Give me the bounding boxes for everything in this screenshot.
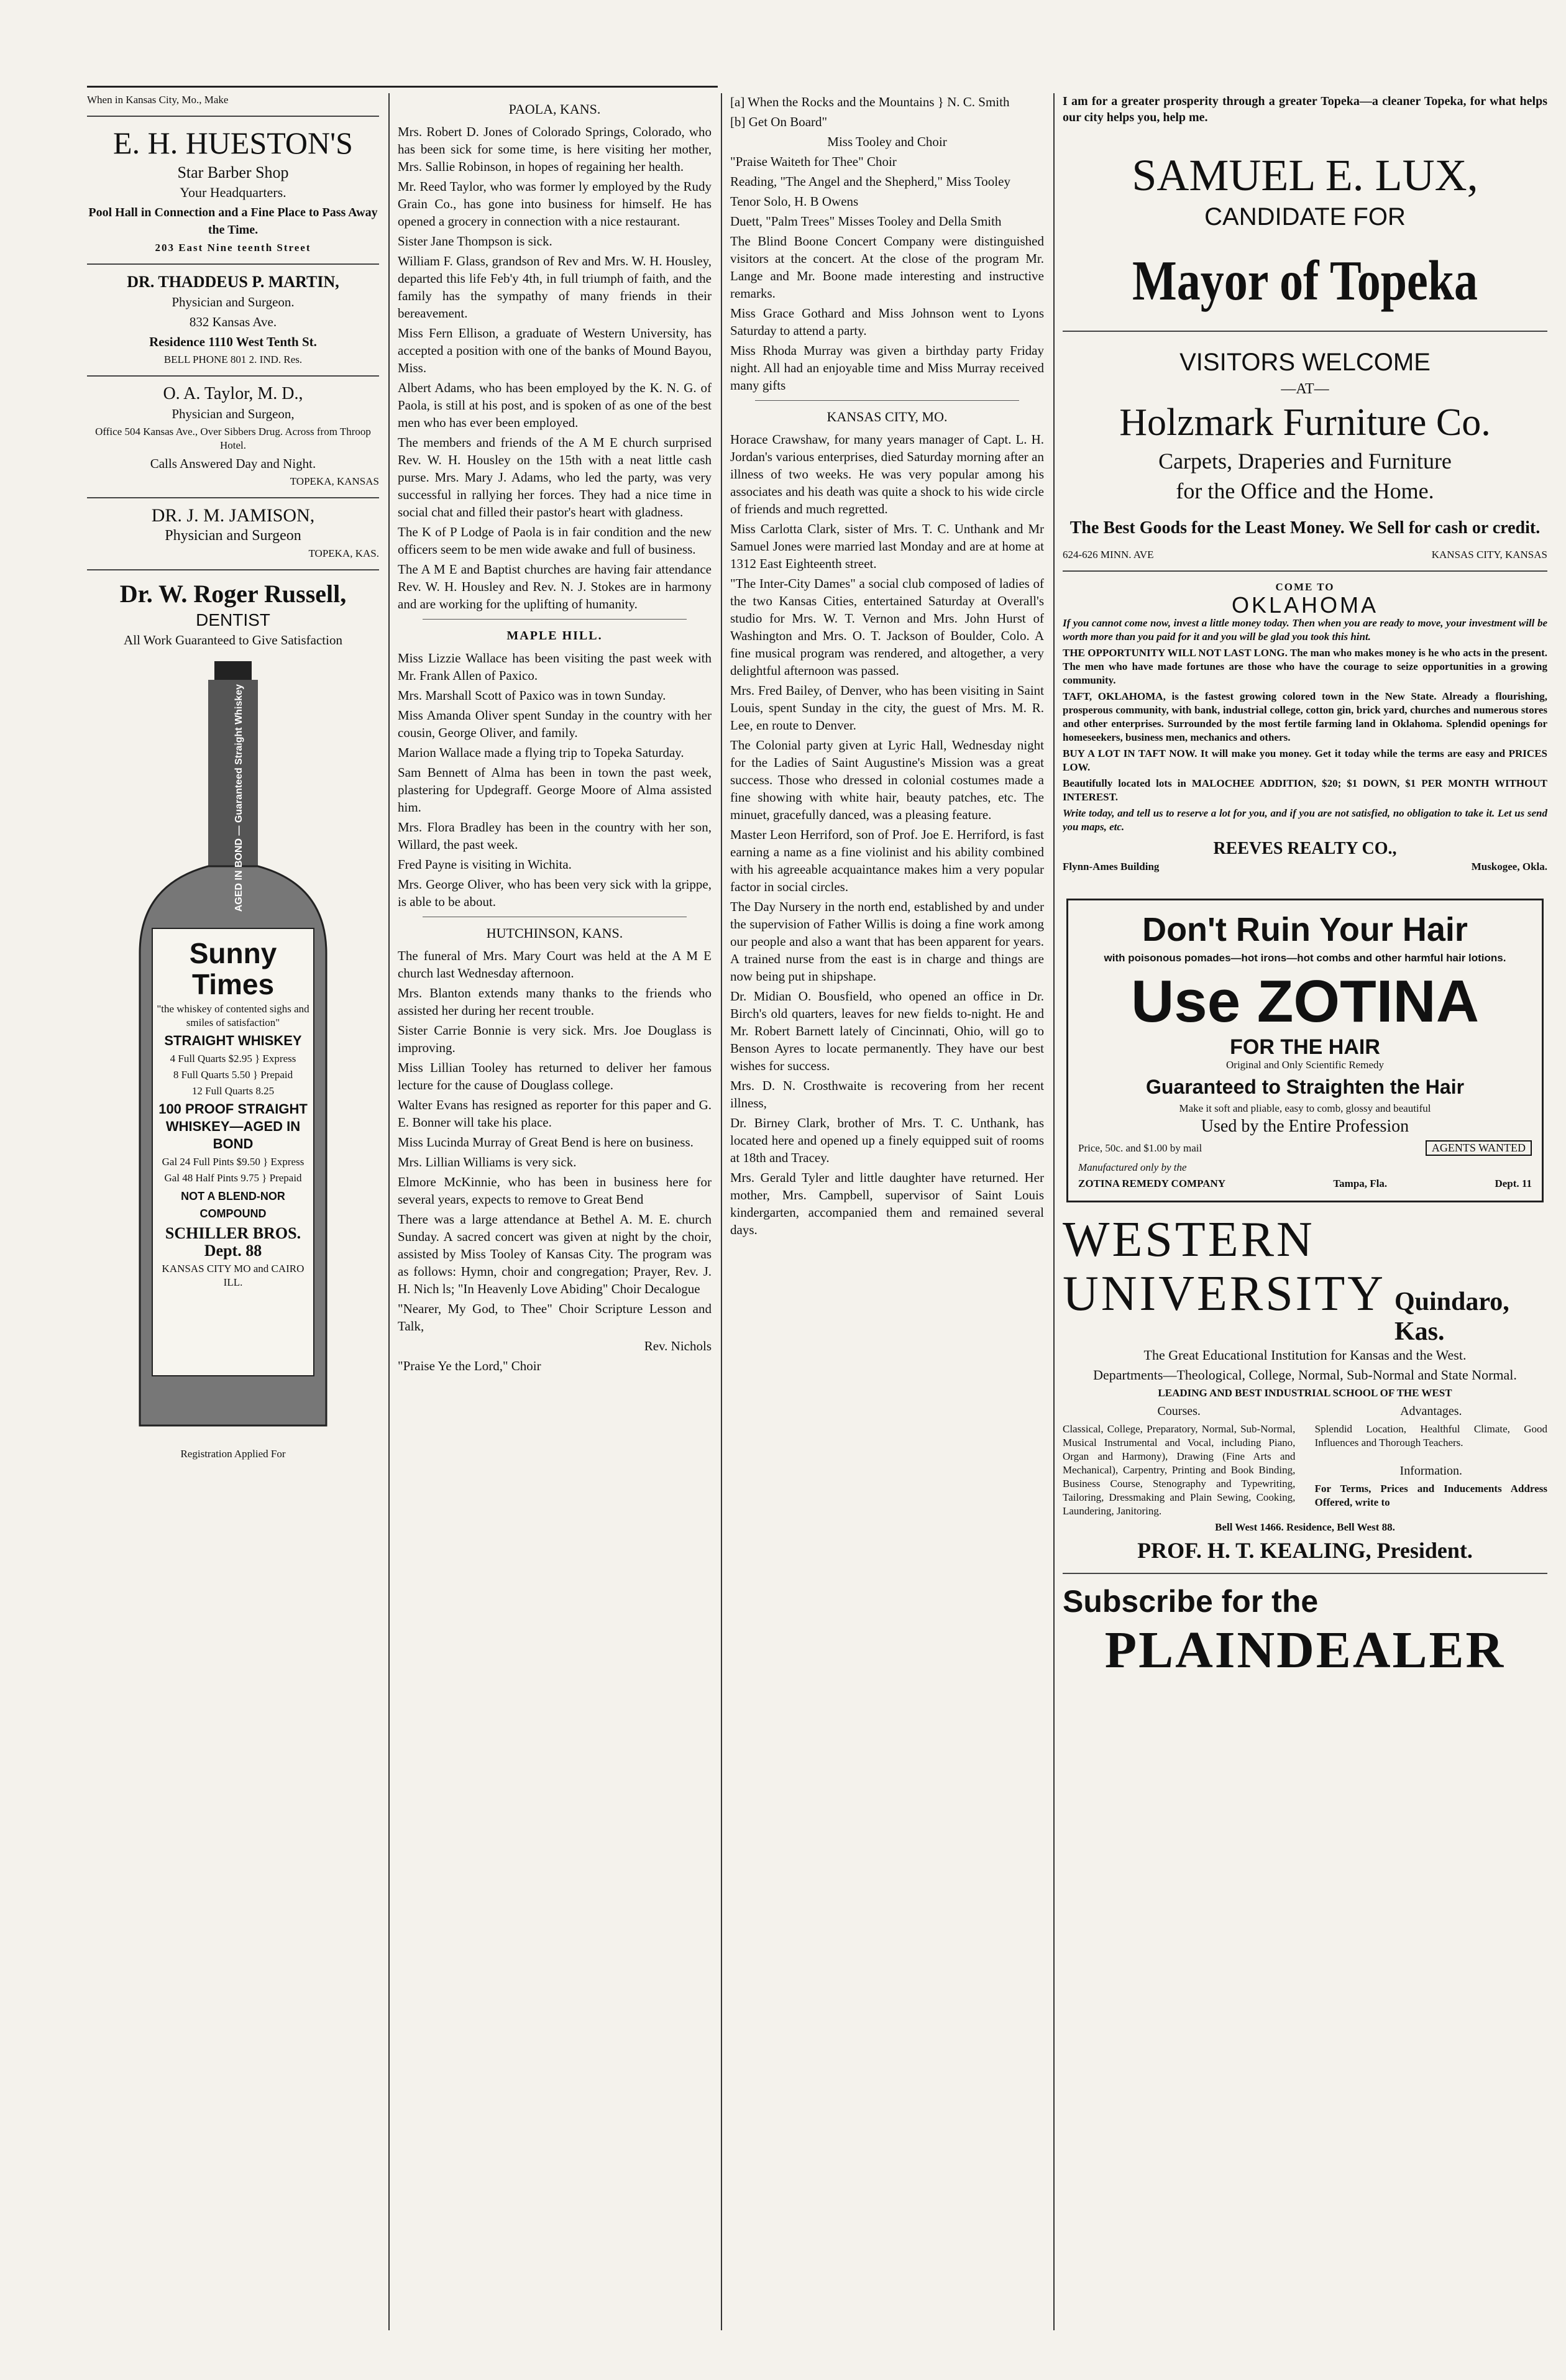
taylor-name: O. A. Taylor, M. D., (163, 384, 303, 403)
western-name-1: WESTERN (1063, 1212, 1315, 1267)
zotina-soft: Make it soft and pliable, easy to comb, glossy and beautiful (1179, 1102, 1431, 1114)
program-line: [b] Get On Board" (730, 114, 828, 129)
western-institution: The Great Educational Institution for Kansas and the West. (1143, 1347, 1467, 1363)
western-courses-heading: Courses. (1157, 1404, 1201, 1418)
zotina-city: Tampa, Fla. (1333, 1178, 1388, 1189)
sunny-line3: 12 Full Quarts 8.25 (191, 1085, 275, 1097)
news-item: Mrs. Marshall Scott of Paxico was in town Sunday. (398, 688, 666, 703)
news-item: The Blind Boone Concert Company were distinguished visitors at the concert. At the close of the program Mr. Lange and Mr. Boone made interesting and instructive remarks. (730, 234, 1044, 301)
sunny-line2: 8 Full Quarts 5.50 } Prepaid (173, 1069, 293, 1081)
column-3 (730, 93, 1044, 2330)
zotina-headline: Don't Ruin Your Hair (1142, 911, 1468, 948)
kansas-city-heading: KANSAS CITY, MO. (826, 409, 948, 424)
hueston-address: 203 East Nine teenth Street (155, 242, 311, 254)
program-line: Tenor Solo, H. B Owens (730, 194, 859, 209)
news-item: Mr. Reed Taylor, who was former ly employed by the Rudy Grain Co., has gone into business for himself. He has opened a grocery in connection with a nice restaurant. (398, 179, 712, 229)
hutchinson-heading: HUTCHINSON, KANS. (486, 925, 623, 941)
newspaper-page (87, 93, 1547, 2349)
news-item: Miss Lillian Tooley has returned to deliver her famous lecture for the cause of Douglass college. (398, 1060, 712, 1092)
hueston-hq: Your Headquarters. (180, 185, 286, 200)
zotina-company: ZOTINA REMEDY COMPANY (1078, 1178, 1226, 1189)
news-item: "Praise Ye the Lord," Choir (398, 1358, 541, 1373)
program-line: Duett, "Palm Trees" Misses Tooley and Della Smith (730, 214, 1002, 229)
western-place: Quindaro, Kas. (1394, 1288, 1509, 1346)
column-rule (721, 93, 722, 2330)
plaindealer-title: PLAINDEALER (1104, 1621, 1506, 1679)
news-item: Mrs. Lillian Williams is very sick. (398, 1155, 577, 1169)
news-item: The K of P Lodge of Paola is in fair condition and the new officers seem to be men wide awake and full of business. (398, 524, 712, 557)
russell-title: DENTIST (196, 610, 270, 629)
hueston-name: E. H. HUESTON'S (113, 126, 353, 160)
holzmark-welcome: VISITORS WELCOME (1179, 349, 1431, 376)
sunny-line1: 4 Full Quarts $2.95 } Express (170, 1053, 296, 1064)
sunny-company: SCHILLER BROS. Dept. 88 (165, 1224, 301, 1260)
western-phone: Bell West 1466. Residence, Bell West 88. (1215, 1521, 1395, 1533)
holzmark-address: 624-626 MINN. AVE (1063, 549, 1154, 561)
reeves-building: Flynn-Ames Building (1063, 861, 1160, 872)
holzmark-at: —AT— (1281, 381, 1329, 397)
news-item: Marion Wallace made a flying trip to Topeka Saturday. (398, 745, 684, 760)
news-item: There was a large attendance at Bethel A. M. E. church Sunday. A sacred concert was given at night by the choir, assisted by Miss Tooley of Kansas City. The program was as follows: Hymn, choir and congregation; Prayer, Rev. J. H. Nich ls; "In Heavenly Love Abiding" Choir Decalogue (398, 1212, 712, 1296)
news-item: Dr. Birney Clark, brother of Mrs. T. C. Unthank, has located here and opened up a finely equipped suit of rooms at 18th and Tracey. (730, 1115, 1044, 1165)
program-line: Miss Tooley and Choir (827, 134, 947, 149)
program-line: [a] When the Rocks and the Mountains } N. C. Smith (730, 94, 1010, 109)
taylor-city: TOPEKA, KANSAS (290, 475, 379, 487)
news-item: "The Inter-City Dames" a social club composed of ladies of the two Kansas Cities, entertained Saturday at Overall's studio for Mrs. W. T. Vernon and Mrs. John Hurst of Washington and Mrs. O. T. Jackson of Boulder, Colo. A fine musical program was rendered, and altogether, a very delightful afternoon was passed. (730, 576, 1044, 678)
program-line: Reading, "The Angel and the Shepherd," Miss Tooley (730, 174, 1010, 189)
column-4 (1063, 93, 1547, 2330)
news-item: William F. Glass, grandson of Rev and Mrs. W. H. Housley, departed this life Feb'y 4th, in full triumph of faith, and the family has the sympathy of many friends in their bereavement. (398, 254, 712, 321)
western-courses: Classical, College, Preparatory, Normal, Sub-Normal, Musical Instrumental and Vocal, including Piano, Organ and Harmony), Drawing (Fine Arts and Mechanical), Carpentry, Printing and Book Binding, Business Course, Stenography and Typewriting, Tailoring, Dressmaking and Plain Sewing, Cooking, Laundering, Janitoring. (1063, 1423, 1296, 1517)
program-line: "Praise Waiteth for Thee" Choir (730, 154, 897, 169)
paola-heading: PAOLA, KANS. (508, 101, 601, 117)
zotina-price: Price, 50c. and $1.00 by mail (1078, 1142, 1202, 1154)
holzmark-line1: Carpets, Draperies and Furniture (1158, 449, 1452, 474)
western-info-heading: Information. (1399, 1464, 1463, 1478)
western-advantages-heading: Advantages. (1400, 1404, 1462, 1418)
western-info: For Terms, Prices and Inducements Address Offered, write to (1314, 1483, 1547, 1508)
column-2 (398, 93, 712, 2330)
news-item: Miss Carlotta Clark, sister of Mrs. T. C. Unthank and Mr Samuel Jones were married last Monday and are at home at 1312 East Eighteenth street. (730, 521, 1044, 571)
zotina-guarantee: Guaranteed to Straighten the Hair (1145, 1076, 1465, 1098)
news-item: Mrs. D. N. Crosthwaite is recovering from her recent illness, (730, 1078, 1044, 1110)
sunny-straight: STRAIGHT WHISKEY (164, 1033, 302, 1048)
news-item: The A M E and Baptist churches are having fair attendance Rev. W. H. Housley and Rev. N. J. Stokes are in harmony and are working for the uplifting of humanity. (398, 562, 712, 611)
sunny-city: KANSAS CITY MO and CAIRO ILL. (162, 1263, 304, 1288)
news-item: Miss Lucinda Murray of Great Bend is here on business. (398, 1135, 694, 1150)
news-item: Sister Jane Thompson is sick. (398, 234, 552, 249)
lux-office: Mayor of Topeka (1132, 249, 1478, 313)
news-item: Rev. Nichols (644, 1339, 712, 1353)
martin-residence: Residence 1110 West Tenth St. (149, 334, 317, 349)
sunny-tagline: "the whiskey of contented sighs and smiles of satisfaction" (157, 1003, 309, 1028)
martin-address: 832 Kansas Ave. (189, 314, 277, 329)
oklahoma-title: OKLAHOMA (1231, 592, 1379, 618)
oklahoma-come: COME TO (1275, 581, 1335, 593)
sunny-title: Sunny Times (189, 937, 277, 1000)
sunny-blend: NOT A BLEND-NOR COMPOUND (181, 1190, 285, 1220)
news-item: Mrs. Flora Bradley has been in the country with her son, Willard, the past week. (398, 820, 712, 852)
zotina-made: Manufactured only by the (1078, 1161, 1187, 1173)
lux-intro: I am for a greater prosperity through a greater Topeka—a cleaner Topeka, for what helps our city helps you, help me. (1063, 94, 1547, 124)
news-item: "Nearer, My God, to Thee" Choir Scripture Lesson and Talk, (398, 1301, 712, 1334)
western-leading: LEADING AND BEST INDUSTRIAL SCHOOL OF THE WEST (1158, 1387, 1452, 1399)
jamison-title: Physician and Surgeon (165, 528, 301, 544)
western-advantages: Splendid Location, Healthful Climate, Good Influences and Thorough Teachers. (1314, 1423, 1547, 1449)
reeves-name: REEVES REALTY CO., (1213, 839, 1397, 858)
news-item: Dr. Midian O. Bousfield, who opened an office in Dr. Birch's old quarters, leaves for new fields to-night. He and Mr. Robert Barnett lately of Cincinnati, Ohio, will go to Benson Ayres to locate permanently. They have our best wishes for success. (730, 989, 1044, 1073)
zotina-ad (1066, 899, 1544, 1202)
column-rule (388, 93, 390, 2330)
news-item: Mrs. Gerald Tyler and little daughter have returned. Her mother, Mrs. Campbell, supervisor of Saint Louis kindergarten, accompanied them and remained several days. (730, 1170, 1044, 1237)
zotina-agents: AGENTS WANTED (1426, 1140, 1532, 1156)
zotina-used: Used by the Entire Profession (1201, 1117, 1409, 1136)
news-item: Sister Carrie Bonnie is very sick. Mrs. Joe Douglass is improving. (398, 1023, 712, 1055)
lux-name: SAMUEL E. LUX, (1132, 150, 1478, 200)
news-item: Miss Amanda Oliver spent Sunday in the country with her cousin, George Oliver, and family. (398, 708, 712, 740)
news-item: Horace Crawshaw, for many years manager of Capt. L. H. Jordan's various enterprises, died Saturday morning after an illness of two weeks. He was very popular among his associates and his death was quite a shock to his wide circle of friends and much regretted. (730, 432, 1044, 516)
oklahoma-p2: THE OPPORTUNITY WILL NOT LAST LONG. The man who makes money is he who acts in the present. The men who have made fortunes are those who have the courage to seize opportunities in a growing community. (1063, 647, 1547, 686)
russell-name: Dr. W. Roger Russell, (119, 580, 347, 608)
column-rule (1053, 93, 1055, 2330)
zotina-dept: Dept. 11 (1495, 1178, 1532, 1189)
western-name-2: UNIVERSITY (1063, 1266, 1386, 1321)
oklahoma-p4: BUY A LOT IN TAFT NOW. It will make you money. Get it today while the terms are easy and PRICES LOW. (1063, 748, 1547, 773)
news-item: Mrs. Blanton extends many thanks to the friends who assisted her during her recent trouble. (398, 986, 712, 1018)
news-item: Walter Evans has resigned as reporter for this paper and G. E. Bonner will take his place. (398, 1097, 712, 1130)
zotina-original: Original and Only Scientific Remedy (1226, 1059, 1384, 1071)
taylor-title: Physician and Surgeon, (172, 406, 295, 421)
maple-hill-heading: MAPLE HILL. (506, 629, 603, 643)
jamison-city: TOPEKA, KAS. (308, 547, 379, 559)
sunny-proof: 100 PROOF STRAIGHT WHISKEY—AGED IN BOND (158, 1101, 308, 1151)
news-item: The Day Nursery in the north end, established by and under the supervision of Father Willis is doing a fine work among our people and also a want that has been apparent for years. A trained nurse from the east is in charge and things are now being put in shipshape. (730, 899, 1044, 984)
hueston-intro: When in Kansas City, Mo., Make (87, 94, 229, 106)
zotina-subline: with poisonous pomades—hot irons—hot combs and other harmful hair lotions. (1104, 952, 1506, 964)
news-item: Master Leon Herriford, son of Prof. Joe E. Herriford, is fast earning a name as a fine violinist and his ability combined with his agreeable acquaintance makes him a very popular factor in social circles. (730, 827, 1044, 894)
top-rule (87, 86, 718, 88)
holzmark-line2: for the Office and the Home. (1176, 478, 1434, 503)
news-item: Miss Fern Ellison, a graduate of Western University, has accepted a position with one of the banks of Mound Bayou, Miss. (398, 326, 712, 375)
western-president: PROF. H. T. KEALING, President. (1137, 1538, 1473, 1563)
taylor-office: Office 504 Kansas Ave., Over Sibbers Drug. Across from Throop Hotel. (95, 426, 371, 451)
sunny-registration: Registration Applied For (180, 1448, 286, 1460)
oklahoma-p6: Write today, and tell us to reserve a lot for you, and if you are not satisfied, no obligation to take it. Let us send you maps, etc. (1063, 807, 1547, 833)
news-item: Fred Payne is visiting in Wichita. (398, 857, 572, 872)
news-item: Miss Grace Gothard and Miss Johnson went to Lyons Saturday to attend a party. (730, 306, 1044, 338)
jamison-name: DR. J. M. JAMISON, (151, 505, 315, 526)
news-item: Mrs. George Oliver, who has been very sick with la grippe, is able to be about. (398, 877, 712, 909)
column-1 (87, 93, 379, 2330)
martin-name: DR. THADDEUS P. MARTIN, (127, 273, 339, 291)
news-item: Elmore McKinnie, who has been in business here for several years, expects to remove to Great Bend (398, 1174, 712, 1207)
news-item: Mrs. Fred Bailey, of Denver, who has been visiting in Saint Louis, spent Sunday in the city, the guest of Mrs. M. R. Lee, en route to Denver. (730, 683, 1044, 733)
martin-title: Physician and Surgeon. (172, 295, 295, 309)
news-item: Mrs. Robert D. Jones of Colorado Springs, Colorado, who has been sick for some time, is here visiting her mother, Mrs. Sallie Robinson, in hopes of regaining her health. (398, 124, 712, 174)
holzmark-goods: The Best Goods for the Least Money. We Sell for cash or credit. (1069, 518, 1541, 538)
oklahoma-p1: If you cannot come now, invest a little money today. Then when you are ready to move, your investment will be worth more than you paid for it and you will be glad you took this hint. (1063, 617, 1547, 643)
sunny-line4: Gal 24 Full Pints $9.50 } Express (162, 1156, 304, 1168)
taylor-calls: Calls Answered Day and Night. (150, 456, 316, 471)
oklahoma-p5: Beautifully located lots in MALOCHEE ADDITION, $20; $1 DOWN, $1 PER MONTH WITHOUT INTEREST. (1063, 777, 1547, 803)
news-item: The members and friends of the A M E church surprised Rev. W. H. Housley on the 15th with a neat little cash purse. Mrs. Mary J. Adams, who led the party, was very successful in rallying her forces. They had a nice time in social chat and filled their pastor's heart with gladness. (398, 435, 712, 519)
zotina-for: FOR THE HAIR (1230, 1035, 1380, 1059)
oklahoma-p3: TAFT, OKLAHOMA, is the fastest growing colored town in the New State. Already a flourishing, prosperous community, with bank, industrial college, cotton gin, brick yard, churches and numerous stores and other enterprises. Surrounded by the most fertile farming land in Oklahoma. Splendid openings for homeseekers, business men, mechanics and others. (1063, 690, 1547, 743)
russell-guarantee: All Work Guaranteed to Give Satisfaction (124, 633, 342, 648)
western-departments: Departments—Theological, College, Normal, Sub-Normal and State Normal. (1093, 1367, 1517, 1383)
news-item: The funeral of Mrs. Mary Court was held at the A M E church last Wednesday afternoon. (398, 948, 712, 981)
martin-phone: BELL PHONE 801 2. IND. Res. (163, 354, 303, 365)
lux-candidate: CANDIDATE FOR (1204, 203, 1406, 231)
hueston-pool: Pool Hall in Connection and a Fine Place to Pass Away the Time. (88, 206, 378, 237)
hueston-shop: Star Barber Shop (177, 163, 289, 181)
news-item: Miss Lizzie Wallace has been visiting the past week with Mr. Frank Allen of Paxico. (398, 651, 712, 683)
zotina-use: Use ZOTINA (1130, 968, 1480, 1035)
holzmark-name: Holzmark Furniture Co. (1119, 401, 1491, 444)
whiskey-bottle-ad (115, 661, 351, 1435)
reeves-city: Muskogee, Okla. (1471, 861, 1547, 872)
subscribe-text: Subscribe for the (1063, 1584, 1319, 1619)
bottle-side-label: AGED IN BOND — Guaranteed Straight Whiskey (234, 684, 244, 912)
news-item: The Colonial party given at Lyric Hall, Wednesday night for the Ladies of Saint Augustine's Mission was a great success. Those who dressed in colonial costumes made a fine showing with white hair, beauty patches, etc. The minuet, gracefully danced, was a pleasing feature. (730, 738, 1044, 822)
news-item: Miss Rhoda Murray was given a birthday party Friday night. All had an enjoyable time and Miss Murray received many gifts (730, 343, 1044, 393)
sunny-line5: Gal 48 Half Pints 9.75 } Prepaid (164, 1172, 302, 1184)
news-item: Sam Bennett of Alma has been in town the past week, plastering for Updegraff. George Moore of Alma assisted him. (398, 765, 712, 815)
news-item: Albert Adams, who has been employed by the K. N. G. of Paola, is still at his post, and is spoken of as one of the best men who has ever been employed. (398, 380, 712, 430)
holzmark-city: KANSAS CITY, KANSAS (1431, 549, 1547, 561)
